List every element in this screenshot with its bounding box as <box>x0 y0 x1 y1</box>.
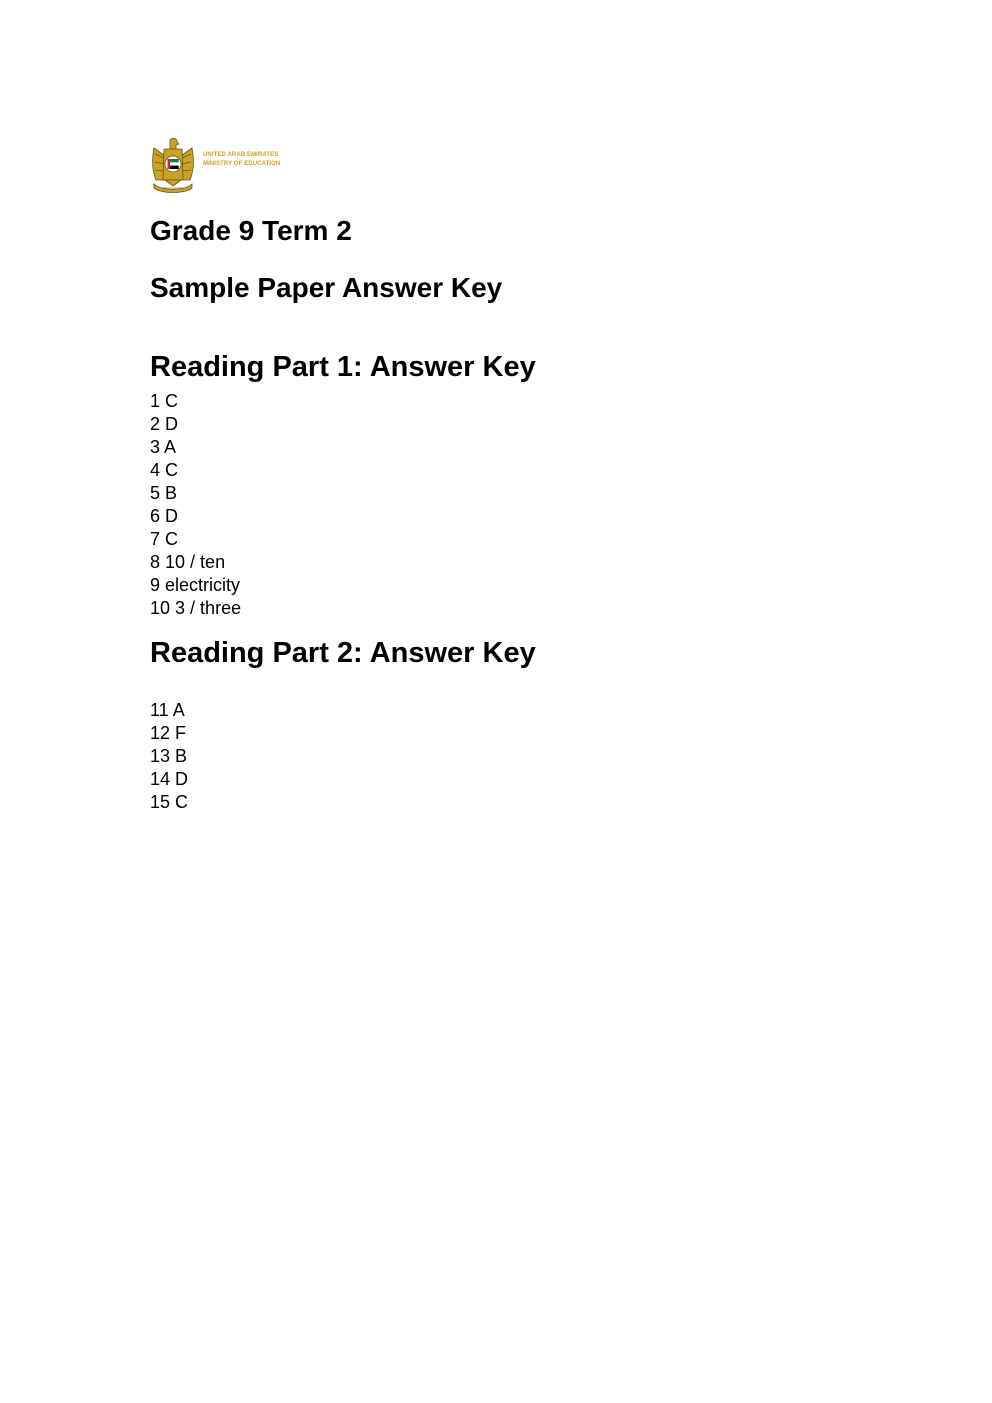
answer-value: B <box>165 483 178 503</box>
answer-item <box>150 768 188 791</box>
question-number: 10 <box>150 598 171 618</box>
question-number: 14 <box>150 769 171 789</box>
answer-list-reading-part-1 <box>150 390 241 620</box>
answer-item <box>150 528 241 551</box>
ministry-logo <box>150 136 300 194</box>
answer-item <box>150 574 241 597</box>
answer-item <box>150 459 241 482</box>
answer-list-reading-part-2 <box>150 699 188 814</box>
section-title-reading-part-1: Reading Part 1: Answer Key <box>150 351 536 383</box>
answer-value: 10 / ten <box>165 552 226 572</box>
answer-value: electricity <box>165 575 241 595</box>
question-number: 3 <box>150 437 161 457</box>
question-number: 13 <box>150 746 171 766</box>
answer-value: D <box>175 769 189 789</box>
answer-value: F <box>175 723 187 743</box>
question-number: 4 <box>150 460 161 480</box>
question-number: 12 <box>150 723 171 743</box>
answer-value: A <box>172 700 185 720</box>
question-number: 2 <box>150 414 161 434</box>
question-number: 15 <box>150 792 171 812</box>
answer-item <box>150 413 241 436</box>
answer-item <box>150 791 188 814</box>
document-subtitle: Sample Paper Answer Key <box>150 272 503 303</box>
answer-value: 3 / three <box>175 598 242 618</box>
answer-value: D <box>165 414 179 434</box>
question-number: 5 <box>150 483 161 503</box>
question-number: 7 <box>150 529 161 549</box>
answer-value: C <box>165 391 179 411</box>
question-number: 11 <box>150 700 169 720</box>
answer-item <box>150 597 241 620</box>
answer-item <box>150 745 188 768</box>
answer-value: B <box>175 746 188 766</box>
section-title-reading-part-2: Reading Part 2: Answer Key <box>150 637 536 669</box>
answer-item <box>150 390 241 413</box>
question-number: 6 <box>150 506 161 526</box>
answer-value: C <box>165 529 179 549</box>
answer-value: C <box>165 460 179 480</box>
answer-item <box>150 722 188 745</box>
answer-item <box>150 482 241 505</box>
answer-value: C <box>175 792 189 812</box>
document-title: Grade 9 Term 2 <box>150 215 352 246</box>
uae-falcon-emblem-icon <box>150 136 196 194</box>
question-number: 9 <box>150 575 161 595</box>
logo-line-country: UNITED ARAB EMIRATES <box>203 152 279 158</box>
answer-item <box>150 436 241 459</box>
question-number: 1 <box>150 391 161 411</box>
logo-text <box>203 151 280 169</box>
answer-item <box>150 505 241 528</box>
answer-value: D <box>165 506 179 526</box>
answer-item <box>150 551 241 574</box>
answer-value: A <box>164 437 177 457</box>
question-number: 8 <box>150 552 161 572</box>
answer-item <box>150 699 188 722</box>
logo-line-ministry: MINISTRY OF EDUCATION <box>203 161 281 167</box>
